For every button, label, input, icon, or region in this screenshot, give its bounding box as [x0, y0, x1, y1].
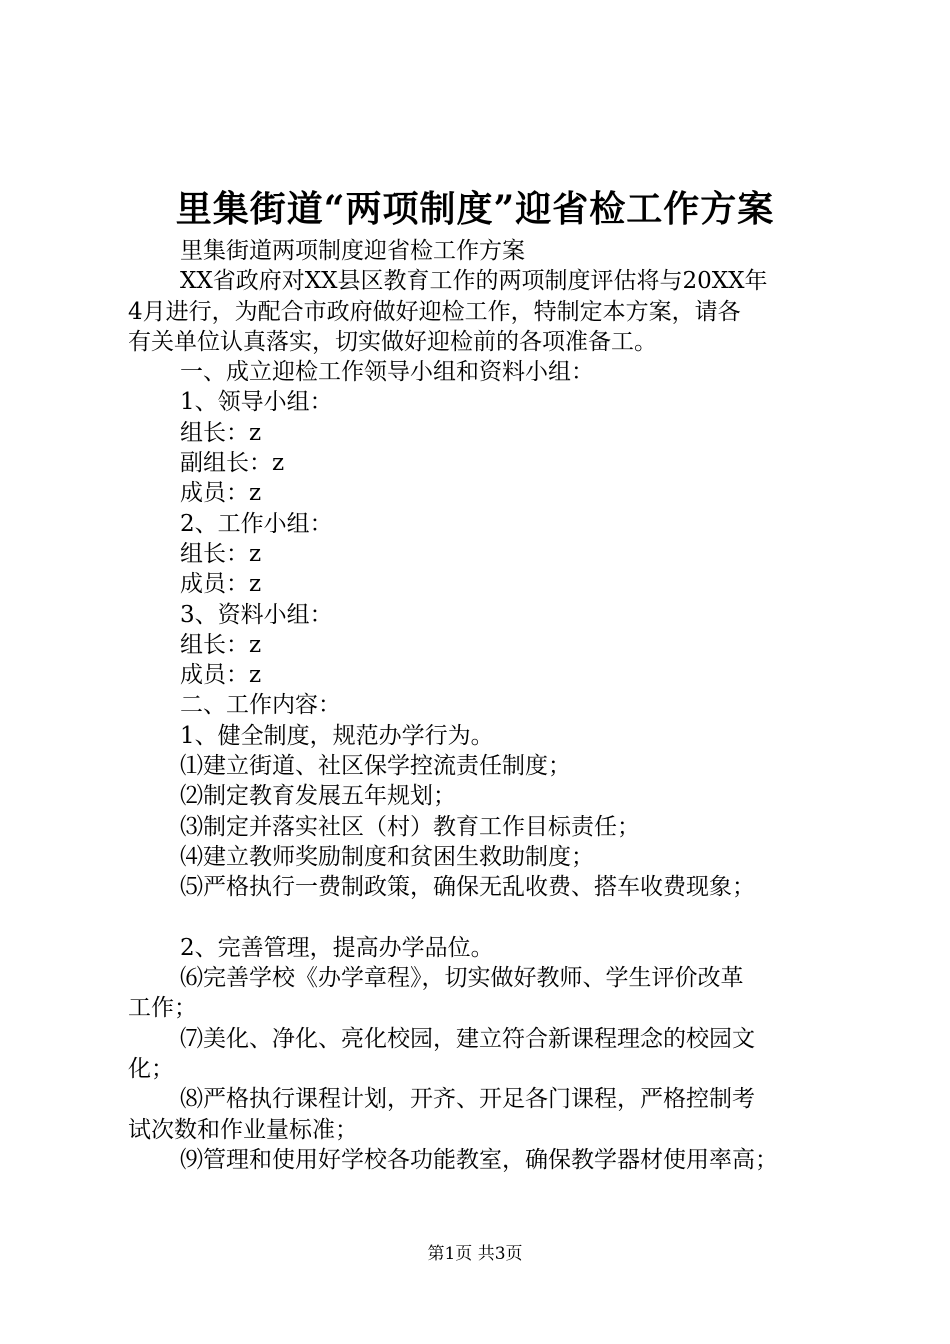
- group-1-leader: 组长：z: [180, 419, 262, 446]
- item-1-5: ⑸严格执行一费制政策，确保无乱收费、搭车收费现象；: [180, 874, 755, 901]
- item-2-9: ⑼管理和使用好学校各功能教室，确保教学器材使用率高；: [180, 1146, 778, 1173]
- group-1-members: 成员：z: [180, 480, 262, 507]
- group-3-leader: 组长：z: [180, 631, 262, 658]
- item-2-8-line-2: 试次数和作业量标准；: [128, 1116, 358, 1143]
- group-2-heading: 2、工作小组：: [180, 510, 333, 537]
- item-2-heading: 2、完善管理，提高办学品位。: [180, 934, 494, 961]
- intro-line-3: 有关单位认真落实，切实做好迎检前的各项准备工。: [128, 328, 657, 355]
- page-footer: 第1页 共3页: [427, 1244, 523, 1264]
- group-2-members: 成员：z: [180, 571, 262, 598]
- intro-line-2: 4月进行，为配合市政府做好迎检工作，特制定本方案，请各: [128, 298, 741, 325]
- item-1-4: ⑷建立教师奖励制度和贫困生救助制度；: [180, 843, 594, 870]
- section-1-heading: 一、成立迎检工作领导小组和资料小组：: [180, 359, 594, 386]
- item-2-7-line-1: ⑺美化、净化、亮化校园，建立符合新课程理念的校园文: [180, 1025, 755, 1052]
- group-3-members: 成员：z: [180, 662, 262, 689]
- document-subtitle: 里集街道两项制度迎省检工作方案: [180, 238, 525, 264]
- group-1-deputy: 副组长：z: [180, 450, 285, 477]
- group-3-heading: 3、资料小组：: [180, 601, 333, 628]
- item-1-heading: 1、健全制度，规范办学行为。: [180, 722, 494, 749]
- item-2-7-line-2: 化；: [128, 1056, 174, 1083]
- item-2-6-line-1: ⑹完善学校《办学章程》，切实做好教师、学生评价改革: [180, 965, 744, 992]
- item-1-3: ⑶制定并落实社区（村）教育工作目标责任；: [180, 813, 640, 840]
- item-1-1: ⑴建立街道、社区保学控流责任制度；: [180, 753, 571, 780]
- group-1-heading: 1、领导小组：: [180, 389, 333, 416]
- item-2-6-line-2: 工作；: [128, 995, 197, 1022]
- document-title: 里集街道“两项制度”迎省检工作方案: [175, 188, 775, 230]
- blank-line: [128, 903, 834, 933]
- item-2-8-line-1: ⑻严格执行课程计划，开齐、开足各门课程，严格控制考: [180, 1086, 755, 1113]
- item-1-2: ⑵制定教育发展五年规划；: [180, 783, 456, 810]
- intro-line-1: XX省政府对XX县区教育工作的两项制度评估将与20XX年: [180, 268, 768, 295]
- group-2-leader: 组长：z: [180, 540, 262, 567]
- document-body: [128, 236, 834, 1175]
- section-2-heading: 二、工作内容：: [180, 692, 341, 719]
